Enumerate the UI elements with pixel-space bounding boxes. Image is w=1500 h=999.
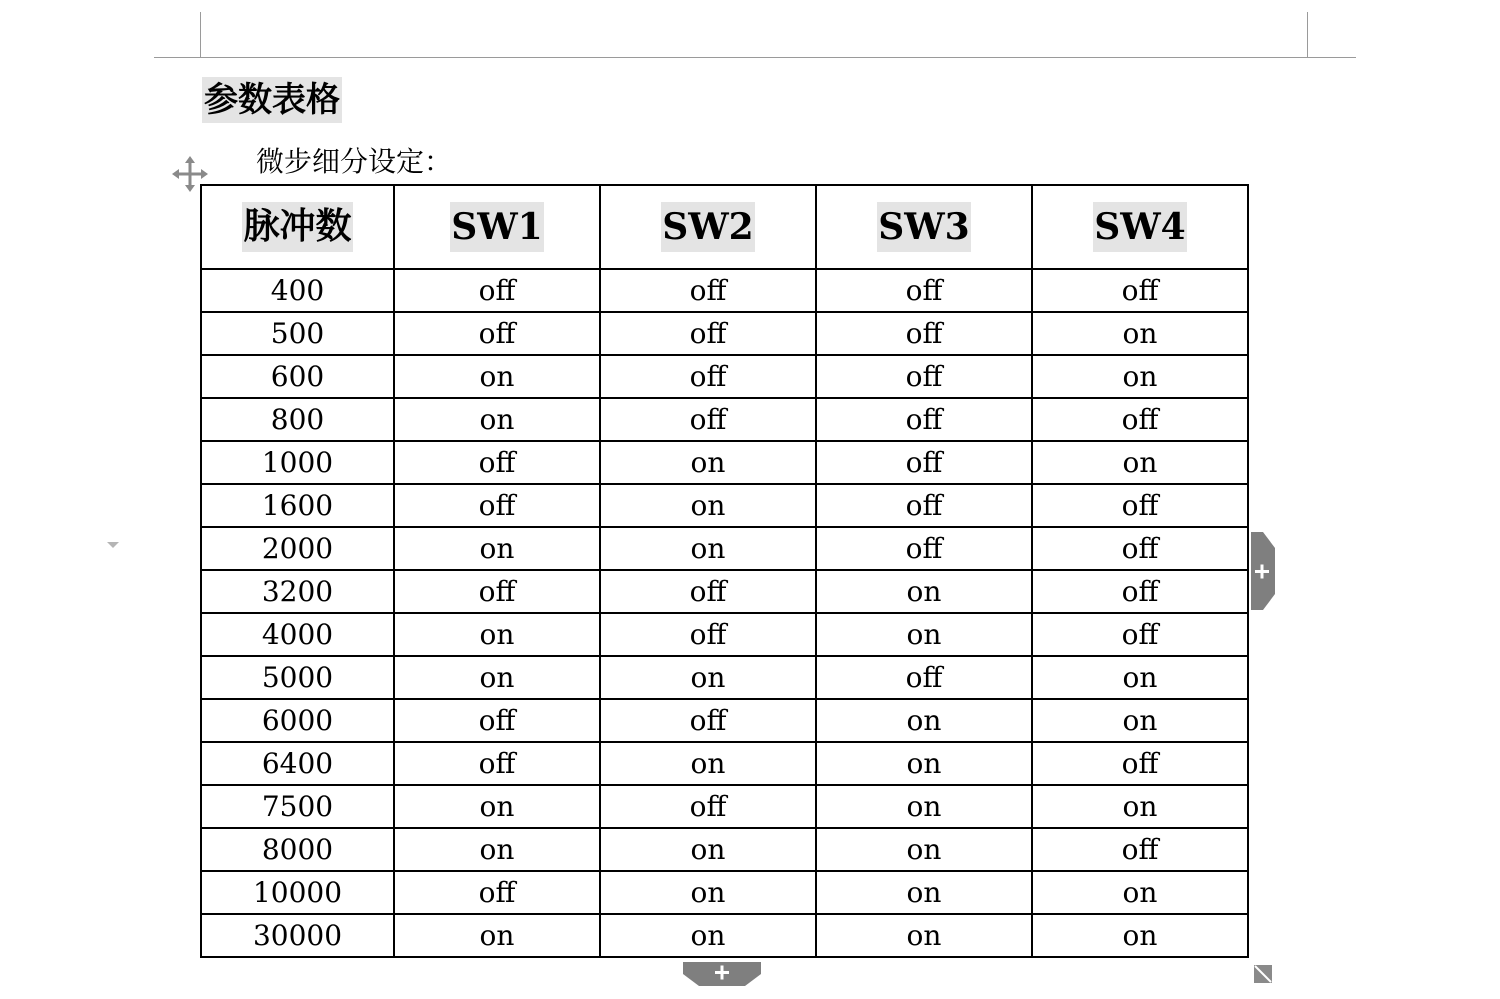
table-cell[interactable]: 1600 bbox=[201, 484, 394, 527]
table-row bbox=[201, 785, 1248, 828]
table-cell[interactable]: 3200 bbox=[201, 570, 394, 613]
table-cell[interactable]: off bbox=[1032, 742, 1248, 785]
table-cell[interactable]: on bbox=[1032, 699, 1248, 742]
table-cell[interactable]: on bbox=[600, 656, 816, 699]
table-cell[interactable]: 6000 bbox=[201, 699, 394, 742]
table-cell[interactable]: off bbox=[816, 656, 1032, 699]
margin-marker-icon bbox=[107, 542, 119, 548]
table-cell[interactable]: on bbox=[600, 828, 816, 871]
table-cell[interactable]: on bbox=[394, 914, 600, 957]
table-cell[interactable]: on bbox=[816, 699, 1032, 742]
page-header-area bbox=[200, 12, 1308, 57]
header-cell-sw4[interactable]: SW4 bbox=[1032, 185, 1248, 269]
table-cell[interactable]: off bbox=[394, 742, 600, 785]
table-cell[interactable]: off bbox=[816, 312, 1032, 355]
table-cell[interactable]: on bbox=[394, 613, 600, 656]
table-cell[interactable]: off bbox=[394, 312, 600, 355]
table-cell[interactable]: on bbox=[394, 398, 600, 441]
table-cell[interactable]: off bbox=[1032, 269, 1248, 312]
section-heading: 参数表格 bbox=[202, 77, 342, 123]
table-cell[interactable]: off bbox=[394, 484, 600, 527]
add-column-button[interactable] bbox=[1251, 532, 1275, 610]
table-header-row bbox=[201, 185, 1248, 269]
table-cell[interactable]: off bbox=[816, 484, 1032, 527]
microstep-settings-table bbox=[200, 184, 1249, 958]
table-cell[interactable]: off bbox=[1032, 613, 1248, 656]
table-cell[interactable]: 7500 bbox=[201, 785, 394, 828]
header-cell-pulse-count[interactable]: 脉冲数 bbox=[201, 185, 394, 269]
table-cell[interactable]: off bbox=[1032, 828, 1248, 871]
table-cell[interactable]: 800 bbox=[201, 398, 394, 441]
table-cell[interactable]: off bbox=[816, 355, 1032, 398]
table-cell[interactable]: 1000 bbox=[201, 441, 394, 484]
table-cell[interactable]: 5000 bbox=[201, 656, 394, 699]
table-cell[interactable]: on bbox=[1032, 441, 1248, 484]
page-header-rule bbox=[154, 57, 1356, 58]
table-cell[interactable]: on bbox=[816, 828, 1032, 871]
table-row bbox=[201, 484, 1248, 527]
table-cell[interactable]: off bbox=[600, 355, 816, 398]
header-cell-sw3[interactable]: SW3 bbox=[816, 185, 1032, 269]
table-cell[interactable]: off bbox=[816, 527, 1032, 570]
table-row bbox=[201, 269, 1248, 312]
table-cell[interactable]: on bbox=[1032, 656, 1248, 699]
table-cell[interactable]: on bbox=[816, 570, 1032, 613]
table-cell[interactable]: on bbox=[600, 871, 816, 914]
table-cell[interactable]: on bbox=[816, 871, 1032, 914]
table-cell[interactable]: on bbox=[600, 484, 816, 527]
table-caption: 微步细分设定： bbox=[256, 145, 453, 178]
table-row bbox=[201, 699, 1248, 742]
table-cell[interactable]: on bbox=[816, 914, 1032, 957]
table-row bbox=[201, 613, 1248, 656]
table-cell[interactable]: off bbox=[600, 269, 816, 312]
table-row bbox=[201, 441, 1248, 484]
table-cell[interactable]: 600 bbox=[201, 355, 394, 398]
table-cell[interactable]: off bbox=[600, 398, 816, 441]
table-cell[interactable]: on bbox=[394, 527, 600, 570]
add-row-button[interactable] bbox=[683, 962, 761, 986]
table-cell[interactable]: on bbox=[1032, 785, 1248, 828]
table-cell[interactable]: on bbox=[600, 527, 816, 570]
table-row bbox=[201, 828, 1248, 871]
table-cell[interactable]: off bbox=[816, 441, 1032, 484]
table-cell[interactable]: 8000 bbox=[201, 828, 394, 871]
table-cell[interactable]: on bbox=[816, 742, 1032, 785]
table-cell[interactable]: on bbox=[600, 441, 816, 484]
table-cell[interactable]: off bbox=[1032, 398, 1248, 441]
table-cell[interactable]: off bbox=[394, 871, 600, 914]
table-cell[interactable]: off bbox=[600, 312, 816, 355]
table-cell[interactable]: 10000 bbox=[201, 871, 394, 914]
table-row bbox=[201, 871, 1248, 914]
table-cell[interactable]: on bbox=[1032, 871, 1248, 914]
table-row bbox=[201, 742, 1248, 785]
table-cell[interactable]: off bbox=[816, 269, 1032, 312]
table-cell[interactable]: off bbox=[600, 785, 816, 828]
table-cell[interactable]: off bbox=[394, 441, 600, 484]
table-cell[interactable]: 400 bbox=[201, 269, 394, 312]
table-cell[interactable]: 30000 bbox=[201, 914, 394, 957]
table-cell[interactable]: on bbox=[600, 914, 816, 957]
table-cell[interactable]: on bbox=[1032, 312, 1248, 355]
header-cell-sw1[interactable]: SW1 bbox=[394, 185, 600, 269]
table-cell[interactable]: off bbox=[600, 613, 816, 656]
table-cell[interactable]: on bbox=[394, 785, 600, 828]
table-cell[interactable]: off bbox=[1032, 570, 1248, 613]
table-cell[interactable]: off bbox=[1032, 527, 1248, 570]
table-row bbox=[201, 656, 1248, 699]
table-resize-handle[interactable] bbox=[1252, 963, 1274, 985]
table-cell[interactable]: on bbox=[394, 828, 600, 871]
table-row bbox=[201, 398, 1248, 441]
table-cell[interactable]: on bbox=[394, 355, 600, 398]
table-cell[interactable]: on bbox=[816, 785, 1032, 828]
table-cell[interactable]: off bbox=[600, 699, 816, 742]
table-cell[interactable]: off bbox=[1032, 484, 1248, 527]
resize-corner-icon bbox=[1252, 963, 1274, 985]
table-cell[interactable]: on bbox=[600, 742, 816, 785]
table-cell[interactable]: off bbox=[394, 570, 600, 613]
table-cell[interactable]: on bbox=[1032, 914, 1248, 957]
table-cell[interactable]: 500 bbox=[201, 312, 394, 355]
table-row bbox=[201, 312, 1248, 355]
table-row bbox=[201, 570, 1248, 613]
table-cell[interactable]: off bbox=[394, 269, 600, 312]
table-row bbox=[201, 914, 1248, 957]
table-cell[interactable]: on bbox=[1032, 355, 1248, 398]
table-row bbox=[201, 527, 1248, 570]
table-cell[interactable]: off bbox=[816, 398, 1032, 441]
table-cell[interactable]: on bbox=[816, 613, 1032, 656]
table-row bbox=[201, 355, 1248, 398]
table-cell[interactable]: on bbox=[394, 656, 600, 699]
table-cell[interactable]: off bbox=[394, 699, 600, 742]
table-cell[interactable]: off bbox=[600, 570, 816, 613]
header-cell-sw2[interactable]: SW2 bbox=[600, 185, 816, 269]
table-cell[interactable]: 2000 bbox=[201, 527, 394, 570]
table-cell[interactable]: 4000 bbox=[201, 613, 394, 656]
table-cell[interactable]: 6400 bbox=[201, 742, 394, 785]
